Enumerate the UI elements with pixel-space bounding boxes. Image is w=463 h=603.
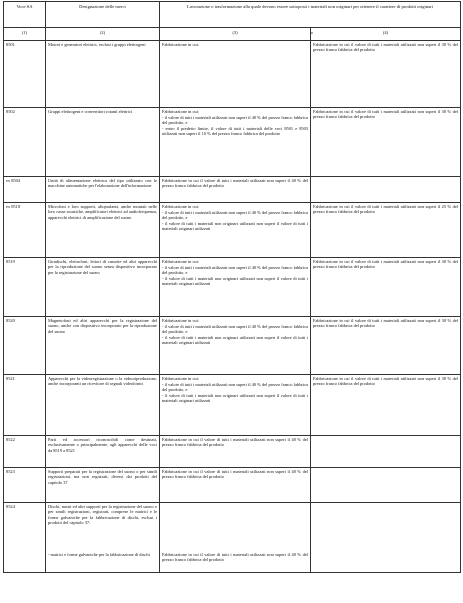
rule-line: Fabbricazione in cui: [162,42,200,47]
goods-description: Unità di alimentazione elettrica del tipo utilizzato con le macchine automatiche per l'elaborazione dell'informazione [46,177,160,203]
column-number-row [4,28,461,41]
rule-line: - il valore di tutti i materiali non originari utilizzati non superi il valore di tutti i materiali originari utilizzati [162,220,308,232]
rule-line: Fabbricazione in cui: [162,259,200,264]
col-number-1: (1) [4,28,46,41]
rule-col3 [160,41,311,108]
rule-col4: Fabbricazione in cui il valore di tutti i materiali utilizzati non superi il 30 % del prezzo franco fabbrica del prodotto [311,108,461,177]
table-row [4,436,461,468]
col-number-3 [160,28,311,41]
hs-code: 8523 [4,468,46,503]
rule-col3 [160,468,311,503]
table-row [4,203,461,258]
goods-description: Parti ed accessori riconoscibili come destinati, esclusivamente o principalmente, agli apparecchi delle voci da 8519 a 8521 [46,436,160,468]
hs-code: ex 8504 [4,177,46,203]
rule-line: - il valore di tutti i materiali utilizzati non superi il 40 % del prezzo franco fabbrica del prodotto, e [162,264,308,276]
table-row [4,177,461,203]
goods-description: Supporti preparati per la registrazione del suono o per simili registrazioni, ma non registrati, diversi dai prodotti del capitolo 37 [46,468,160,503]
rule-line: Fabbricazione in cui il valore di tutti i materiali utilizzati non superi il 40 % del prezzo franco fabbrica del prodotto [162,469,308,480]
hs-code: 8521 [4,375,46,436]
rule-col3 [160,503,311,551]
rule-col4 [311,468,461,503]
header-voce-sa: Voce SA [4,2,46,28]
hs-code: 8520 [4,317,46,375]
rule-col4 [311,177,461,203]
goods-description: - matrici e forme galvaniche per la fabbricazione di dischi [46,551,160,573]
table-row [4,41,461,108]
rule-line: Fabbricazione in cui: [162,318,200,323]
rule-col4: Fabbricazione in cui il valore di tutti i materiali utilizzati non superi il 30 % del prezzo franco fabbrica del prodotto [311,317,461,375]
table-row [4,108,461,177]
rule-line: - il valore di tutti i materiali non originari utilizzati non superi il valore di tutti i materiali originari utilizzati [162,334,308,346]
col-number-2: (2) [46,28,160,41]
rule-col3 [160,436,311,468]
rule-line: Fabbricazione in cui: [162,204,200,209]
rule-line: - il valore di tutti i materiali non originari utilizzati non superi il valore di tutti i materiali originari utilizzati [162,275,308,287]
table-row [4,258,461,317]
rule-line: - il valore di tutti i materiali utilizzati non superi il 40 % del prezzo franco fabbrica del prodotto, e [162,323,308,335]
rule-col4: Fabbricazione in cui il valore di tutti i materiali utilizzati non superi il 30 % del prezzo franco fabbrica del prodotto [311,41,461,108]
rule-line: - entro il predetto limite, il valore di tutti i materiali delle voci 8501 e 8503 utilizzati non superi il 10 % del prezzo franco fabbrica del prodotto [162,125,308,137]
rule-line: Fabbricazione in cui il valore di tutti i materiali utilizzati non superi il 40 % del prezzo franco fabbrica del prodotto [162,178,308,189]
goods-description: Microfoni e loro supporti, altoparlanti, anche montati nelle loro casse acustiche, amplificatori elettrici ad audiofrequenza, apparecchi elettrici di amplificazione del suono [46,203,160,258]
rule-line: - il valore di tutti i materiali utilizzati non superi il 40 % del prezzo franco fabbrica del prodotto, e [162,209,308,221]
rule-line: Fabbricazione in cui: [162,376,200,381]
hs-code: 8524 [4,503,46,551]
rule-col3 [160,203,311,258]
goods-description: Magnetofoni ed altri apparecchi per la registrazione del suono, anche con dispositivo incorporato per la riproduzione del suono [46,317,160,375]
rule-col3 [160,317,311,375]
rule-line: - il valore di tutti i materiali utilizzati non superi il 40 % del prezzo franco fabbrica del prodotto, e [162,114,308,126]
header-designazione: Designazione delle merci [46,2,160,28]
rule-line: Fabbricazione in cui il valore di tutti i materiali utilizzati non superi il 40 % del prezzo franco fabbrica del prodotto [162,437,308,448]
rule-col4 [311,551,461,573]
rule-line: - il valore di tutti i materiali non originari utilizzati non superi il valore di tutti i materiali originari utilizzati [162,392,308,404]
hs-code: 8502 [4,108,46,177]
goods-description: Giradischi, elettrofoni, lettori di cassette ed altri apparecchi per la riproduzione del suono senza dispositivo incorporato per la registrazione del suono [46,258,160,317]
col-number-or-label: o [310,30,313,35]
table-row [4,468,461,503]
rules-table [3,1,461,573]
hs-code: 8522 [4,436,46,468]
rule-col3 [160,108,311,177]
goods-description: Gruppi elettrogeni e convertitori rotanti elettrici [46,108,160,177]
rule-line: Fabbricazione in cui: [162,109,200,114]
rule-col3: Fabbricazione in cui il valore di tutti i materiali utilizzati non superi il 40 % del prezzo franco fabbrica del prodotto [160,551,311,573]
rule-line: - il valore di tutti i materiali utilizzati non superi il 40 % del prezzo franco fabbrica del prodotto, e [162,381,308,393]
hs-code: ex 8518 [4,203,46,258]
hs-code-empty [4,551,46,573]
goods-description: Apparecchi per la videoregistrazione o la videoriproduzione, anche incorporanti un ricevitore di segnali videofonici [46,375,160,436]
hs-code: 8501 [4,41,46,108]
header-lavorazione: Lavorazione o trasformazione alla quale devono essere sottoposti i materiali non originari per ottenere il carattere di prodotti originari [160,2,461,28]
rule-col4 [311,436,461,468]
goods-description: Motori e generatori elettrici, esclusi i gruppi elettrogeni [46,41,160,108]
rule-col4 [311,503,461,551]
rule-col3 [160,375,311,436]
rule-col4: Fabbricazione in cui il valore di tutti i materiali utilizzati non superi il 30 % del prezzo franco fabbrica del prodotto [311,375,461,436]
hs-code: 8519 [4,258,46,317]
rule-col3 [160,258,311,317]
goods-description: Dischi, nastri ed altri supporti per la registrazione del suono o per simili registrazioni, registrati, comprese le matrici e le forme galvaniche per la fabbricazione di dischi, esclusi i prodotti del capitolo 37: [46,503,160,551]
rule-col3 [160,177,311,203]
table-subrow [4,551,461,573]
rule-col4: Fabbricazione in cui il valore di tutti i materiali utilizzati non superi il 30 % del prezzo franco fabbrica del prodotto [311,258,461,317]
header-row [4,2,461,28]
table-row [4,317,461,375]
table-row [4,503,461,551]
rule-col4: Fabbricazione in cui il valore di tutti i materiali utilizzati non superi il 25 % del prezzo franco fabbrica del prodotto [311,203,461,258]
col-number-3-label: (3) [232,30,238,35]
table-row [4,375,461,436]
col-number-4: (4) [311,28,461,41]
